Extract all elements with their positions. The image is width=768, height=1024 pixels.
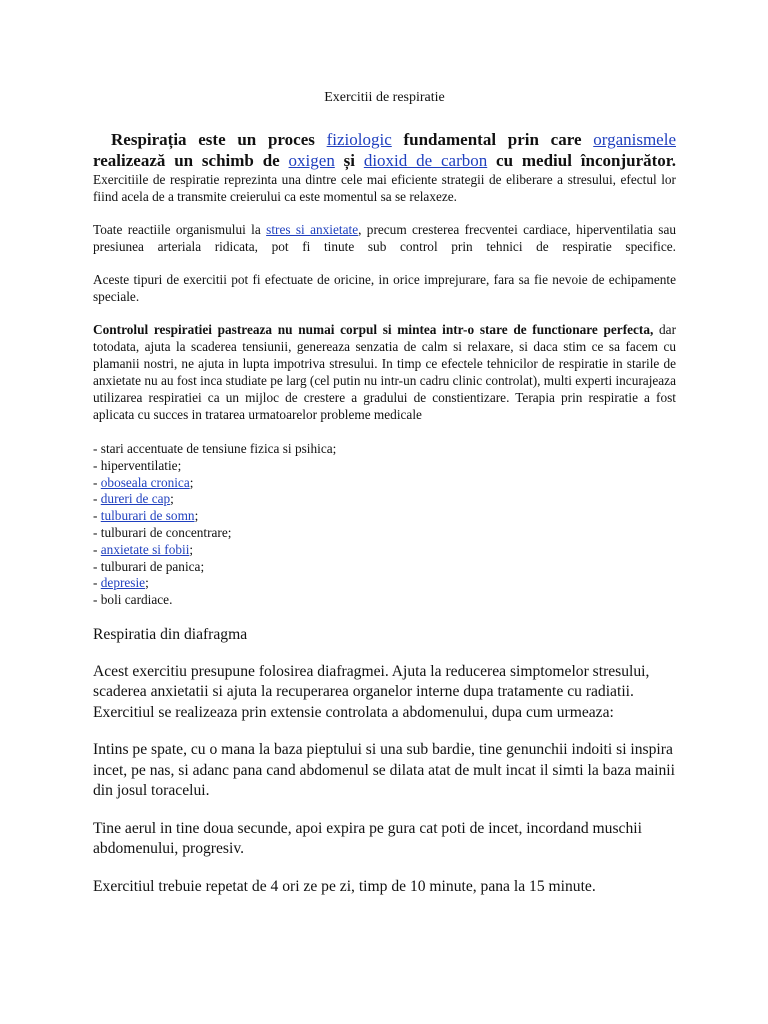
list-item [93,458,676,475]
list-item-punctuation: ; [189,474,194,490]
diaphragm-hold-paragraph: Tine aerul in tine doua secunde, apoi expira pe gura cat poti de incet, incordand muschii abdomenului, progresiv. [93,819,642,858]
control-bold-text: Controlul respiratiei pastreaza nu numai corpul si mintea intr-o stare de functionare perfecta, [93,322,654,337]
control-text: dar totodata, ajuta la scaderea tensiunii, genereaza senzatia de calm si relaxare, si daca stim ce sa facem cu plamanii nostri, ne ajuta in lupta impotriva stresului. In timp ce efectele tehnicilor de respiratie in starile de anxietate nu au fost inca studiate pe larg (cel putin nu intr-un cadru clinic controlat), multi experti incurajeaza utilizarea respiratiei ca un mijloc de crestere a gradului de constientizare. Terapia prin respiratie a fost aplicata cu succes in tratarea urmatoarelor probleme medicale [93,322,676,422]
list-item [93,525,676,542]
list-item [93,592,676,609]
document-body [93,88,676,897]
list-item-punctuation: ; [332,441,337,456]
link-dioxid-de-carbon[interactable]: dioxid de carbon [363,151,488,170]
link-organismele[interactable]: organismele [593,130,676,149]
list-item-text: tulburari de panica [100,558,201,574]
list-item-dash: - [93,457,101,473]
lead-text-3: realizează un schimb de [93,151,289,170]
lead-bold-word: Respirația [111,130,187,149]
list-item-dash: - [93,524,101,540]
equipment-paragraph: Aceste tipuri de exercitii pot fi efectuate de oricine, in orice imprejurare, fara sa fie nevoie de echipamente speciale. [93,272,676,304]
list-item-dash: - [93,508,101,524]
lead-text-4: și [334,151,364,170]
list-item [93,575,676,592]
diaphragm-intro-paragraph: Acest exercitiu presupune folosirea diafragmei. Ajuta la reducerea simptomelor stresului, scaderea anxietatii si ajuta la recuperarea organelor interne dupa tratamente cu radiatii. Exercitiul se realizeaza prin extensie controlata a abdomenului, dupa cum urmeaza: [93,662,650,721]
list-item-text: hiperventilatie [100,457,178,473]
list-item-punctuation: ; [200,558,205,574]
list-item-punctuation: ; [194,508,199,524]
list-item-link[interactable]: depresie [100,575,146,591]
list-item-link[interactable]: anxietate si fobii [100,541,190,557]
list-item-dash: - [93,592,101,608]
lead-text-1: este un proces [186,130,327,149]
list-item-punctuation: ; [145,575,149,591]
section-heading: Respiratia din diafragma [93,625,248,643]
link-fiziologic[interactable]: fiziologic [326,130,392,149]
list-item-text: boli cardiace [100,592,170,608]
lead-paragraph [93,129,676,171]
list-item-punctuation: ; [177,457,182,473]
list-item-dash: - [93,474,101,490]
link-stres-si-anxietate[interactable]: stres si anxietate [266,222,359,237]
list-item-punctuation: ; [227,524,232,540]
lead-text-5: cu mediul înconjurător. [487,151,677,170]
list-item-text: tulburari de concentrare [100,524,228,540]
document-title: Exercitii de respiratie [324,90,445,105]
list-item-dash: - [93,441,101,456]
diaphragm-steps-paragraph: Intins pe spate, cu o mana la baza pieptului si una sub bardie, tine genunchii indoiti si inspira incet, pe nas, si adanc pana cand abdomenul se dilata atat de mult incat il simti la baza mainii din josul toracelui. [93,741,675,800]
reactions-paragraph [93,221,676,255]
list-item-text: stari accentuate de tensiune fizica si psihica [100,441,333,456]
list-item [93,542,676,559]
list-item [93,475,676,492]
list-item-dash: - [93,541,101,557]
list-item-dash: - [93,575,101,591]
list-item-punctuation: ; [170,491,174,507]
reactions-text-2: , precum cresterea frecventei cardiace, hiperventilatia sau presiunea arteriala ridicata, pot fi tinute sub control prin tehnici de respiratie specifice. [93,222,676,254]
intro-paragraph: Exercitiile de respiratie reprezinta una dintre cele mai eficiente strategii de eliberare a stresului, efectul lor fiind acela de a transmite creierului ca este momentul sa se relaxeze. [93,172,676,204]
list-item-link[interactable]: tulburari de somn [100,508,195,524]
reactions-text-1: Toate reactiile organismului la [93,222,267,237]
list-item-link[interactable]: dureri de cap [100,491,171,507]
list-item-punctuation: ; [189,541,194,557]
control-paragraph [93,321,676,423]
list-item-dash: - [93,558,101,574]
list-item-dash: - [93,491,101,507]
list-item-punctuation: . [169,592,173,608]
link-oxigen[interactable]: oxigen [288,151,335,170]
lead-text-2: fundamental prin care [391,130,594,149]
conditions-list [93,441,676,609]
list-item [93,491,676,508]
list-item-link[interactable]: oboseala cronica [100,474,190,490]
diaphragm-repeat-paragraph: Exercitiul trebuie repetat de 4 ori ze pe zi, timp de 10 minute, pana la 15 minute. [93,877,596,895]
list-item [93,559,676,576]
list-item [93,508,676,525]
list-item [93,441,676,458]
